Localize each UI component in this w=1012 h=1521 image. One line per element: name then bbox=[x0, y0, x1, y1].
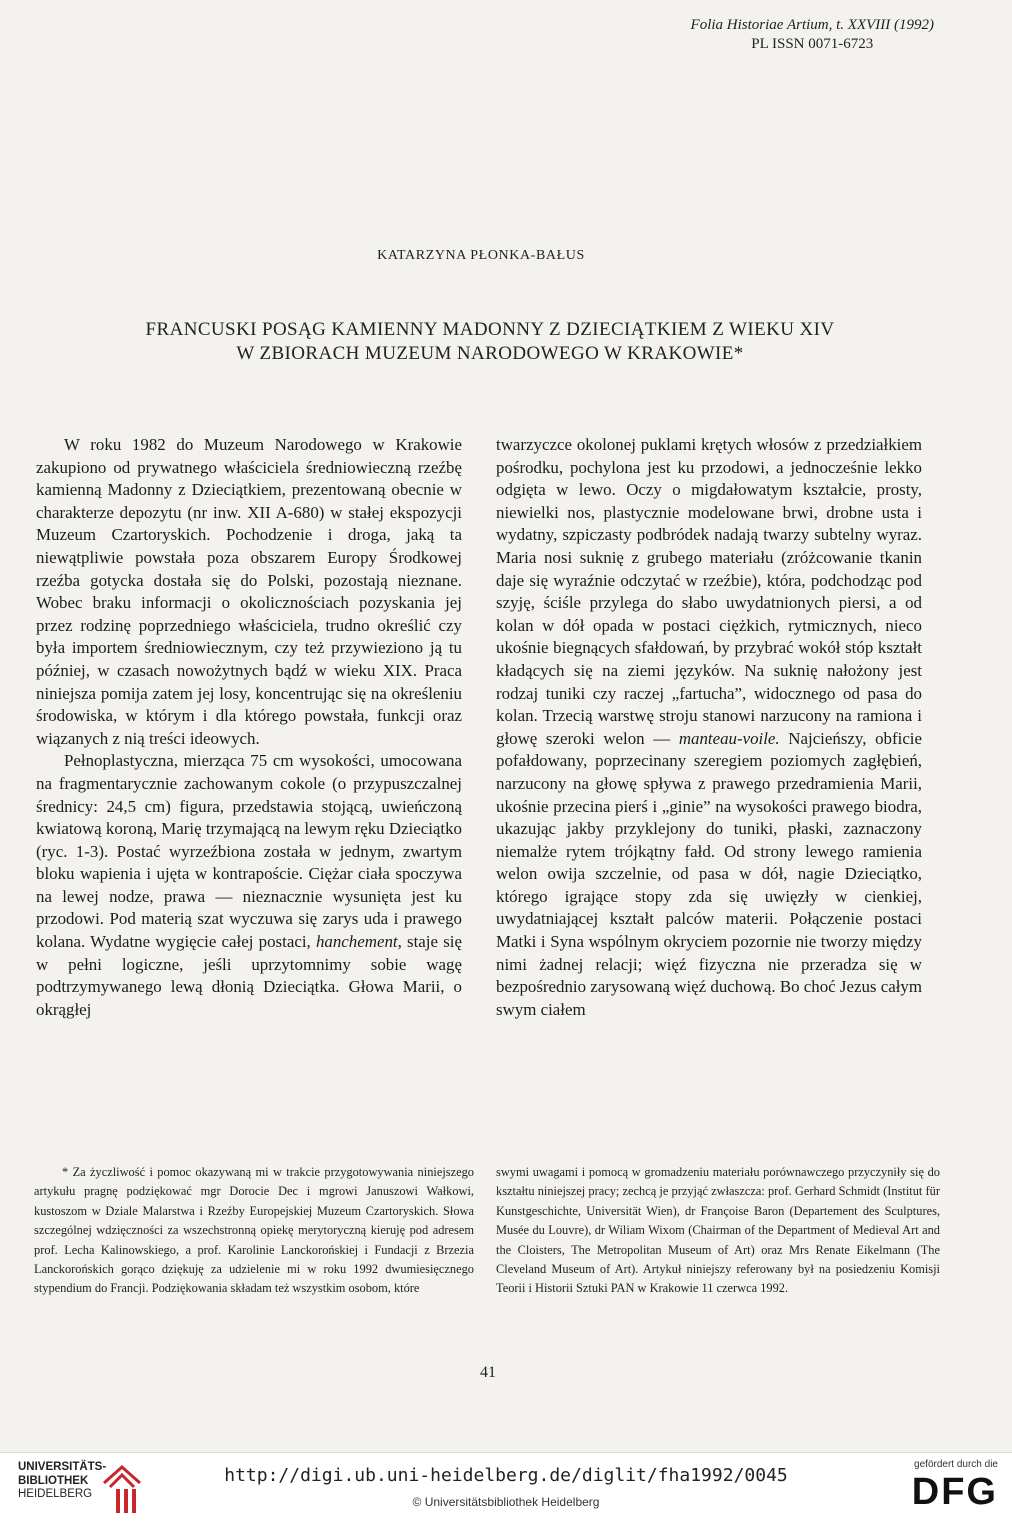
text-run: Pełnoplastyczna, mierząca 75 cm wysokości, umocowana na fragmentarycznie zachowanym cokole (o przypuszczalnej średnicy: 24,5 cm) figura, przedstawia stojącą, uwieńczoną kwiatową koroną, Marię trzymającą na lewym ręku Dzieciątko (ryc. 1-3). Postać wyrzeźbiona została w jednym, zwartym bloku wapienia i ujęta w kontrapoście. Ciężar ciała spoczywa na lewej nodze, prawa — nieznacznie wysunięta jest ku przodowi. Pod materią szat wyczuwa się zarys uda i prawego kolana. Wydatne wygięcie całej postaci, bbox=[36, 751, 462, 952]
paragraph: W roku 1982 do Muzeum Narodowego w Krakowie zakupiono od prywatnego właściciela średniowieczną rzeźbę kamienną Madonny z Dzieciątkiem, prezentowaną obecnie w charakterze depozytu (nr inw. XII A-680) w stałej ekspozycji Muzeum Czartoryskich. Pochodzenie i droga, jaką ta niewątpliwie powstała poza obszarem Europy Środkowej rzeźba gotycka dostała się do Polski, pozostają nieznane. Wobec braku informacji o okolicznościach pozyskania jej przez rodzinę poprzedniego właściciela, trudno określić czy była importem średniowiecznym, czy też przywieziono ją tu później, w czasach nowożytnych bądź w wieku XIX. Praca niniejsza pomija zatem jej losy, koncentrując się na określeniu środowiska, w którym i dla którego powstała, funkcji oraz wiązanych z nią treści ideowych. bbox=[36, 435, 462, 748]
body-column-right bbox=[496, 434, 922, 1021]
article-author: KATARZYNA PŁONKA-BAŁUS bbox=[377, 248, 585, 263]
footnote-left bbox=[34, 1163, 474, 1299]
journal-header bbox=[691, 16, 934, 54]
footnote-text: * Za życzliwość i pomoc okazywaną mi w trakcie przygotowywania niniejszego artykułu pragnę podziękować mgr Dorocie Dec i mgrowi Januszowi Wałkowi, kustoszom w Dziale Malarstwa i Rzeźby Europejskiej Muzeum Czartoryskich. Słowa szczególnej wdzięczności za wszechstronną opiekę merytoryczną kieruję pod adresem prof. Lecha Kalinowskiego, a prof. Karolinie Lanckorońskiej i Fundacji z Brzezia Lanckorońskich gorąco dziękuję za udzielenie mi w roku 1992 dwumiesięcznego stypendium do Francji. Podziękowania składam też wszystkim osobom, które bbox=[34, 1165, 474, 1296]
journal-title: Folia Historiae Artium, t. XXVIII (1992) bbox=[690, 17, 934, 33]
article-title bbox=[20, 318, 960, 366]
footnote-right bbox=[496, 1163, 940, 1299]
digitization-footer bbox=[0, 1453, 1012, 1521]
text-run: Najcieńszy, obficie pofałdowany, poprzecinany szeregiem poziomych zagłębień, narzucony na głowę spływa z prawego przedramienia Marii, ukośnie przecina pierś i „ginie” na wysokości prawego biodra, ukazując jakby przyklejony do tuniki, płaski, zaznaczony niemalże rytem trójkątny fałd. Od strony lewego ramienia welon owija szczelnie, od pasa w dół, nagie Dzieciątko, którego igrające stopy zda się uwięzły w cienkiej, uwydatniającej kształt palców materii. Połączenie postaci Matki i Syna wspólnym okryciem pozornie nie tworzy między nimi żadnej relacji; więź fizyczna nie przeradza się w bezpośrednio zarysowaną więź duchową. Bo choć Jezus całym swym ciałem bbox=[496, 728, 922, 1019]
dfg-label: gefördert durch die bbox=[914, 1459, 998, 1470]
text-run: twarzyczce okolonej puklami krętych włosów z przedziałkiem pośrodku, pochylona jest ku przodowi, a jednocześnie lekko odgięta w lewo. Oczy o migdałowatym kształcie, prosty, niewielki nos, plastycznie modelowane brwi, drobne usta i wydatny, szpiczasty podbródek nadają twarzy subtelny wyraz. Maria nosi suknię z grubego materiału (zróżcowanie tkanin daje się wyraźnie odczytać w rzeźbie), która, podchodząc pod szyję, ściśle przylega do słabo uwydatnionych piersi, a od kolan w dół opada w postaci ciężkich, rytmicznych, nieco ukośnie biegnących sfałdowań, by przybrać wokół stóp kształt kładących się na ziemi języków. Na suknię nałożony jest rodzaj tuniki czy raczej „fartucha”, widocznego od pasa do kolan. Trzecią warstwę stroju stanowi narzucony na ramiona i głowę szeroki welon — bbox=[496, 435, 922, 748]
library-name-line: BIBLIOTHEK bbox=[18, 1474, 89, 1487]
page-number: 41 bbox=[480, 1364, 496, 1381]
title-line-2: W ZBIORACH MUZEUM NARODOWEGO W KRAKOWIE* bbox=[236, 343, 744, 364]
footnote-text: swymi uwagami i pomocą w gromadzeniu materiału porównawczego przyczyniły się do kształtu niniejszej pracy; zechcą je przyjąć zwłaszcza: prof. Gerhard Schmidt (Institut für Kunstgeschichte, Universität Wien), dr Françoise Baron (Departement des Sculptures, Musée du Louvre), dr Wiliam Wixom (Chairman of the Department of Medieval Art and the Cloisters, The Metropolitan Museum of Art) oraz Mrs Renate Eikelmann (The Cleveland Museum of Art). Artykuł niniejszy referowany był na posiedzeniu Komisji Teorii i Historii Sztuki PAN w Krakowie 11 czerwca 1992. bbox=[496, 1165, 940, 1296]
copyright-notice: © Universitätsbibliothek Heidelberg bbox=[412, 1495, 600, 1509]
paragraph bbox=[496, 434, 922, 1021]
library-name-line: UNIVERSITÄTS- bbox=[18, 1461, 107, 1473]
text-run: , staje się w pełni logiczne, jeśli uprzytomnimy sobie wagę podtrzymywanego lewą dłonią Dzieciątka. Głowa Marii, o okrągłej bbox=[36, 932, 462, 1019]
body-column-left bbox=[36, 434, 462, 1021]
title-line-1: FRANCUSKI POSĄG KAMIENNY MADONNY Z DZIECIĄTKIEM Z WIEKU XIV bbox=[145, 319, 835, 340]
library-name-line: HEIDELBERG bbox=[18, 1488, 93, 1500]
paragraph bbox=[36, 750, 462, 1021]
dfg-logo[interactable] bbox=[888, 1459, 998, 1513]
dfg-wordmark: DFG bbox=[911, 1471, 998, 1513]
issn: PL ISSN 0071-6723 bbox=[751, 36, 874, 52]
italic-term: hanchement bbox=[315, 932, 398, 952]
italic-term: manteau-voile. bbox=[678, 728, 780, 748]
permalink-url[interactable]: http://digi.ub.uni-heidelberg.de/diglit/fha1992/0045 bbox=[224, 1465, 788, 1486]
